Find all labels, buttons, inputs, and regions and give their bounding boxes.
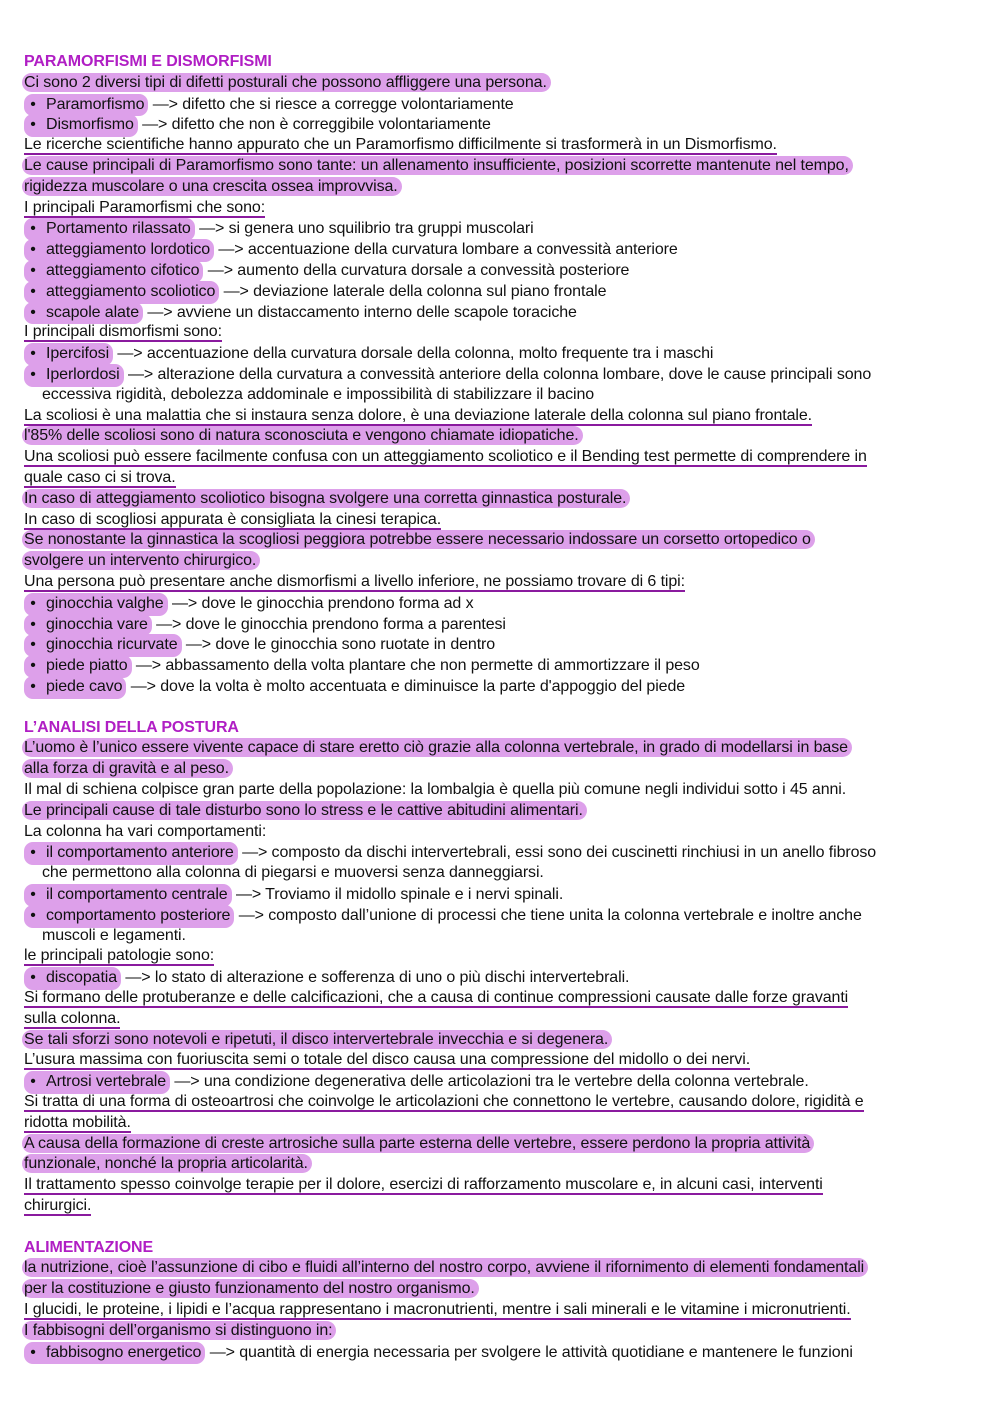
list-term: atteggiamento scoliotico: [42, 282, 219, 301]
highlighted-text: rigidezza muscolare o una crescita ossea improvvisa.: [22, 177, 402, 196]
list-term: ginocchia ricurvate: [42, 635, 182, 654]
list-term: fabbisogno energetico: [42, 1343, 205, 1362]
list-item: [24, 94, 514, 115]
list-term: discopatia: [42, 968, 121, 987]
list-term: piede piatto: [42, 656, 132, 675]
list-description: —> alterazione della curvatura a convessità anteriore della colonna lombare, dove le cause principali sono: [123, 366, 872, 383]
list-description: —> accentuazione della curvatura dorsale della colonna, molto frequente tra i maschi: [113, 345, 714, 363]
paragraph-line: [24, 1092, 864, 1113]
paragraph-line: [24, 946, 214, 967]
list-description: —> Troviamo il midollo spinale e i nervi spinali.: [231, 886, 564, 903]
list-item: [24, 655, 700, 676]
highlighted-text: alla forza di gravità e al peso.: [22, 759, 233, 778]
underlined-text: La scoliosi è una malattia che si instaura senza dolore, è una deviazione laterale della colonna sul piano frontale.: [24, 406, 813, 424]
underlined-text: chirurgici.: [24, 1197, 92, 1214]
section-heading: ALIMENTAZIONE: [24, 1238, 154, 1256]
list-description: —> dove le ginocchia prendono forma a parentesi: [151, 615, 506, 633]
paragraph-line: [24, 73, 551, 94]
paragraph-line: [24, 572, 685, 593]
bullet-icon: •: [30, 220, 36, 238]
bullet-icon: •: [30, 615, 36, 633]
bullet-icon: •: [30, 262, 36, 279]
paragraph-line: [24, 988, 848, 1009]
paragraph-line: [24, 406, 812, 427]
bullet-icon: •: [30, 844, 36, 862]
list-description: —> abbassamento della volta plantare che non permette di ammortizzare il peso: [131, 657, 700, 675]
paragraph-line: [24, 447, 867, 468]
paragraph-line: [24, 156, 853, 177]
list-description: —> dove la volta è molto accentuata e diminuisce la parte d'appoggio del piede: [126, 678, 686, 695]
section-heading: PARAMORFISMI E DISMORFISMI: [24, 53, 272, 70]
bullet-icon: •: [30, 345, 36, 363]
bullet-icon: •: [30, 636, 36, 654]
list-description: —> composto dall’unione di processi che tiene unita la colonna vertebrale e inoltre anche: [234, 906, 862, 924]
list-description: —> dove le ginocchia prendono forma ad x: [167, 594, 474, 612]
list-term: il comportamento anteriore: [42, 843, 238, 862]
list-item: [24, 967, 629, 988]
bullet-icon: •: [30, 95, 36, 113]
list-term: Paramorfismo: [42, 95, 148, 114]
list-term: Iperlordosi: [42, 365, 124, 384]
bullet-icon: •: [30, 678, 36, 695]
list-term: scapole alate: [42, 303, 143, 322]
list-item: [24, 364, 871, 385]
list-term: Portamento rilassato: [42, 219, 195, 238]
bullet-icon: •: [30, 886, 36, 903]
list-item: [24, 1071, 809, 1092]
highlighted-text: A causa della formazione di creste artrosiche sulla parte esterna delle vertebre, essere perdono la propria attività: [22, 1134, 814, 1153]
list-description: —> aumento della curvatura dorsale a convessità posteriore: [203, 262, 630, 279]
paragraph-line: [24, 489, 630, 510]
bullet-icon: •: [30, 116, 36, 134]
paragraph-line: [24, 1175, 823, 1196]
paragraph-line: [24, 1113, 131, 1134]
list-description: —> difetto che si riesce a corregge volontariamente: [148, 95, 514, 113]
paragraph-line: [24, 801, 587, 822]
list-term: comportamento posteriore: [42, 906, 234, 925]
paragraph-line: [24, 1009, 120, 1030]
highlighted-text: per la costituzione e giusto funzionamento del nostro organismo.: [22, 1279, 479, 1298]
paragraph-line: [24, 1258, 868, 1279]
highlighted-text: I fabbisogni dell’organismo si distinguono in:: [22, 1321, 336, 1340]
list-term: il comportamento centrale: [42, 885, 232, 904]
paragraph-line: [24, 198, 265, 219]
list-item: [24, 842, 876, 863]
paragraph-line: [24, 1134, 814, 1155]
paragraph-line: [24, 780, 846, 801]
bullet-icon: •: [30, 303, 36, 321]
underlined-text: Le ricerche scientifiche hanno appurato che un Paramorfismo difficilmente si trasformerà in un Dismorfismo.: [24, 136, 777, 154]
underlined-text: quale caso ci si trova.: [24, 469, 176, 486]
list-item: [24, 114, 491, 135]
list-description: —> composto da dischi intervertebrali, essi sono dei cuscinetti rinchiusi in un anello fibroso: [237, 844, 877, 862]
underlined-text: Si formano delle protuberanze e delle calcificazioni, che a causa di continue compressioni causate dalle forze gravanti: [24, 989, 849, 1006]
highlighted-text: Se tali sforzi sono notevoli e ripetuti, il disco intervertebrale invecchia e si degenera.: [22, 1030, 612, 1049]
paragraph-line: [24, 426, 583, 447]
paragraph-line: [24, 1321, 336, 1342]
bullet-icon: •: [30, 1073, 36, 1091]
list-item: [24, 676, 685, 697]
highlighted-text: L’uomo è l’unico essere vivente capace di stare eretto ciò grazie alla colonna vertebrale, in grado di modellarsi in base: [22, 738, 852, 757]
paragraph-line: [24, 759, 233, 780]
continuation-line: che permettono alla colonna di piegarsi e muoversi senza danneggiarsi.: [42, 864, 544, 882]
bullet-icon: •: [30, 657, 36, 675]
list-item: [24, 905, 862, 926]
list-term: Dismorfismo: [42, 115, 138, 134]
underlined-text: I principali dismorfismi sono:: [24, 323, 222, 341]
list-item: [24, 1342, 853, 1363]
paragraph-line: [24, 822, 266, 843]
underlined-text: Una scoliosi può essere facilmente confusa con un atteggiamento scoliotico e il Bending test permette di comprendere in: [24, 448, 867, 466]
paragraph-line: [24, 510, 441, 531]
list-description: —> una condizione degenerativa delle articolazioni tra le vertebre della colonna vertebrale.: [170, 1073, 809, 1091]
bullet-icon: •: [30, 241, 36, 259]
highlighted-text: Le cause principali di Paramorfismo sono tante: un allenamento insufficiente, posizioni scorrette mantenute nel tempo,: [22, 156, 853, 175]
list-term: ginocchia valghe: [42, 594, 168, 613]
highlighted-text: funzionale, nonché la propria articolarità.: [22, 1154, 312, 1173]
underlined-text: I principali Paramorfismi che sono:: [24, 198, 266, 216]
paragraph-line: [24, 135, 777, 156]
list-term: atteggiamento cifotico: [42, 261, 203, 280]
underlined-text: le principali patologie sono:: [24, 947, 215, 965]
highlighted-text: Le principali cause di tale disturbo sono lo stress e le cattive abitudini alimentari.: [22, 801, 587, 820]
paragraph-line: [24, 1050, 750, 1071]
underlined-text: Si tratta di una forma di osteoartrosi che coinvolge le articolazioni che connettono le vertebre, causando dolore, rigidità e: [24, 1093, 864, 1110]
list-description: —> avviene un distaccamento interno delle scapole toraciche: [143, 303, 577, 321]
list-item: [24, 593, 473, 614]
paragraph-line: [24, 1196, 91, 1217]
list-item: [24, 218, 534, 239]
paragraph-line: [24, 738, 852, 759]
underlined-text: In caso di scogliosi appurata è consigliata la cinesi terapica.: [24, 510, 442, 528]
highlighted-text: Se nonostante la ginnastica la scogliosi peggiora potrebbe essere necessario indossare un corsetto ortopedico o: [22, 530, 815, 549]
paragraph-line: [24, 177, 402, 198]
bullet-icon: •: [30, 282, 36, 300]
highlighted-text: la nutrizione, cioè l’assunzione di cibo e fluidi all’interno del nostro corpo, avviene il rifornimento di elementi fondamentali: [22, 1258, 868, 1277]
paragraph-line: [24, 1030, 612, 1051]
list-item: [24, 302, 577, 323]
list-description: —> accentuazione della curvatura lombare a convessità anteriore: [214, 241, 678, 259]
list-item: [24, 884, 563, 905]
highlighted-text: l'85% delle scoliosi sono di natura sconosciuta e vengono chiamate idiopatiche.: [22, 426, 583, 445]
underlined-text: I glucidi, le proteine, i lipidi e l’acqua rappresentano i macronutrienti, mentre i sali minerali e le vitamine i micronutrienti.: [24, 1301, 851, 1318]
list-item: [24, 614, 506, 635]
highlighted-text: svolgere un intervento chirurgico.: [22, 551, 260, 570]
list-description: —> quantità di energia necessaria per svolgere le attività quotidiane e mantenere le funzioni: [205, 1343, 853, 1361]
underlined-text: Una persona può presentare anche dismorfismi a livello inferiore, ne possiamo trovare di 6 tipi:: [24, 573, 685, 590]
bullet-icon: •: [30, 594, 36, 612]
continuation-line: eccessiva rigidità, debolezza addominale e impossibilità di stabilizzare il bacino: [42, 385, 595, 403]
underlined-text: ridotta mobilità.: [24, 1113, 131, 1131]
paragraph-line: [24, 1300, 851, 1321]
list-item: [24, 343, 713, 364]
bullet-icon: •: [30, 906, 36, 924]
list-term: ginocchia vare: [42, 615, 152, 634]
list-description: —> dove le ginocchia sono ruotate in dentro: [181, 636, 496, 654]
list-description: —> difetto che non è correggibile volontariamente: [137, 116, 491, 134]
paragraph-line: [24, 322, 222, 343]
list-description: —> lo stato di alterazione e sofferenza di uno o più dischi intervertebrali.: [121, 969, 630, 987]
list-item: [24, 634, 495, 655]
paragraph-line: [24, 1154, 312, 1175]
list-term: atteggiamento lordotico: [42, 240, 214, 259]
list-description: —> si genera uno squilibrio tra gruppi muscolari: [194, 220, 534, 238]
paragraph-line: [24, 551, 260, 572]
highlighted-text: Ci sono 2 diversi tipi di difetti posturali che possono affliggere una persona.: [22, 73, 551, 92]
list-term: Ipercifosi: [42, 344, 113, 363]
bullet-icon: •: [30, 969, 36, 987]
underlined-text: L’usura massima con fuoriuscita semi o totale del disco causa una compressione del midollo o dei nervi.: [24, 1051, 751, 1069]
highlighted-text: In caso di atteggiamento scoliotico bisogna svolgere una corretta ginnastica posturale.: [22, 489, 630, 508]
underlined-text: sulla colonna.: [24, 1009, 121, 1027]
paragraph-line: [24, 1279, 479, 1300]
continuation-line: muscoli e legamenti.: [42, 926, 186, 944]
list-term: Artrosi vertebrale: [42, 1072, 170, 1091]
paragraph-line: [24, 530, 815, 551]
list-description: —> deviazione laterale della colonna sul piano frontale: [219, 282, 607, 300]
list-item: [24, 260, 629, 281]
underlined-text: Il trattamento spesso coinvolge terapie per il dolore, esercizi di rafforzamento muscolare e, in alcuni casi, interventi: [24, 1176, 823, 1194]
list-item: [24, 239, 678, 260]
list-term: piede cavo: [42, 677, 126, 696]
paragraph-line: [24, 468, 176, 489]
bullet-icon: •: [30, 1343, 36, 1361]
body-text: La colonna ha vari comportamenti:: [24, 822, 267, 840]
section-heading: L’ANALISI DELLA POSTURA: [24, 718, 239, 736]
bullet-icon: •: [30, 366, 36, 383]
list-item: [24, 281, 606, 302]
body-text: Il mal di schiena colpisce gran parte della popolazione: la lombalgia è quella più comune negli individui sotto i 45 anni.: [24, 781, 847, 798]
